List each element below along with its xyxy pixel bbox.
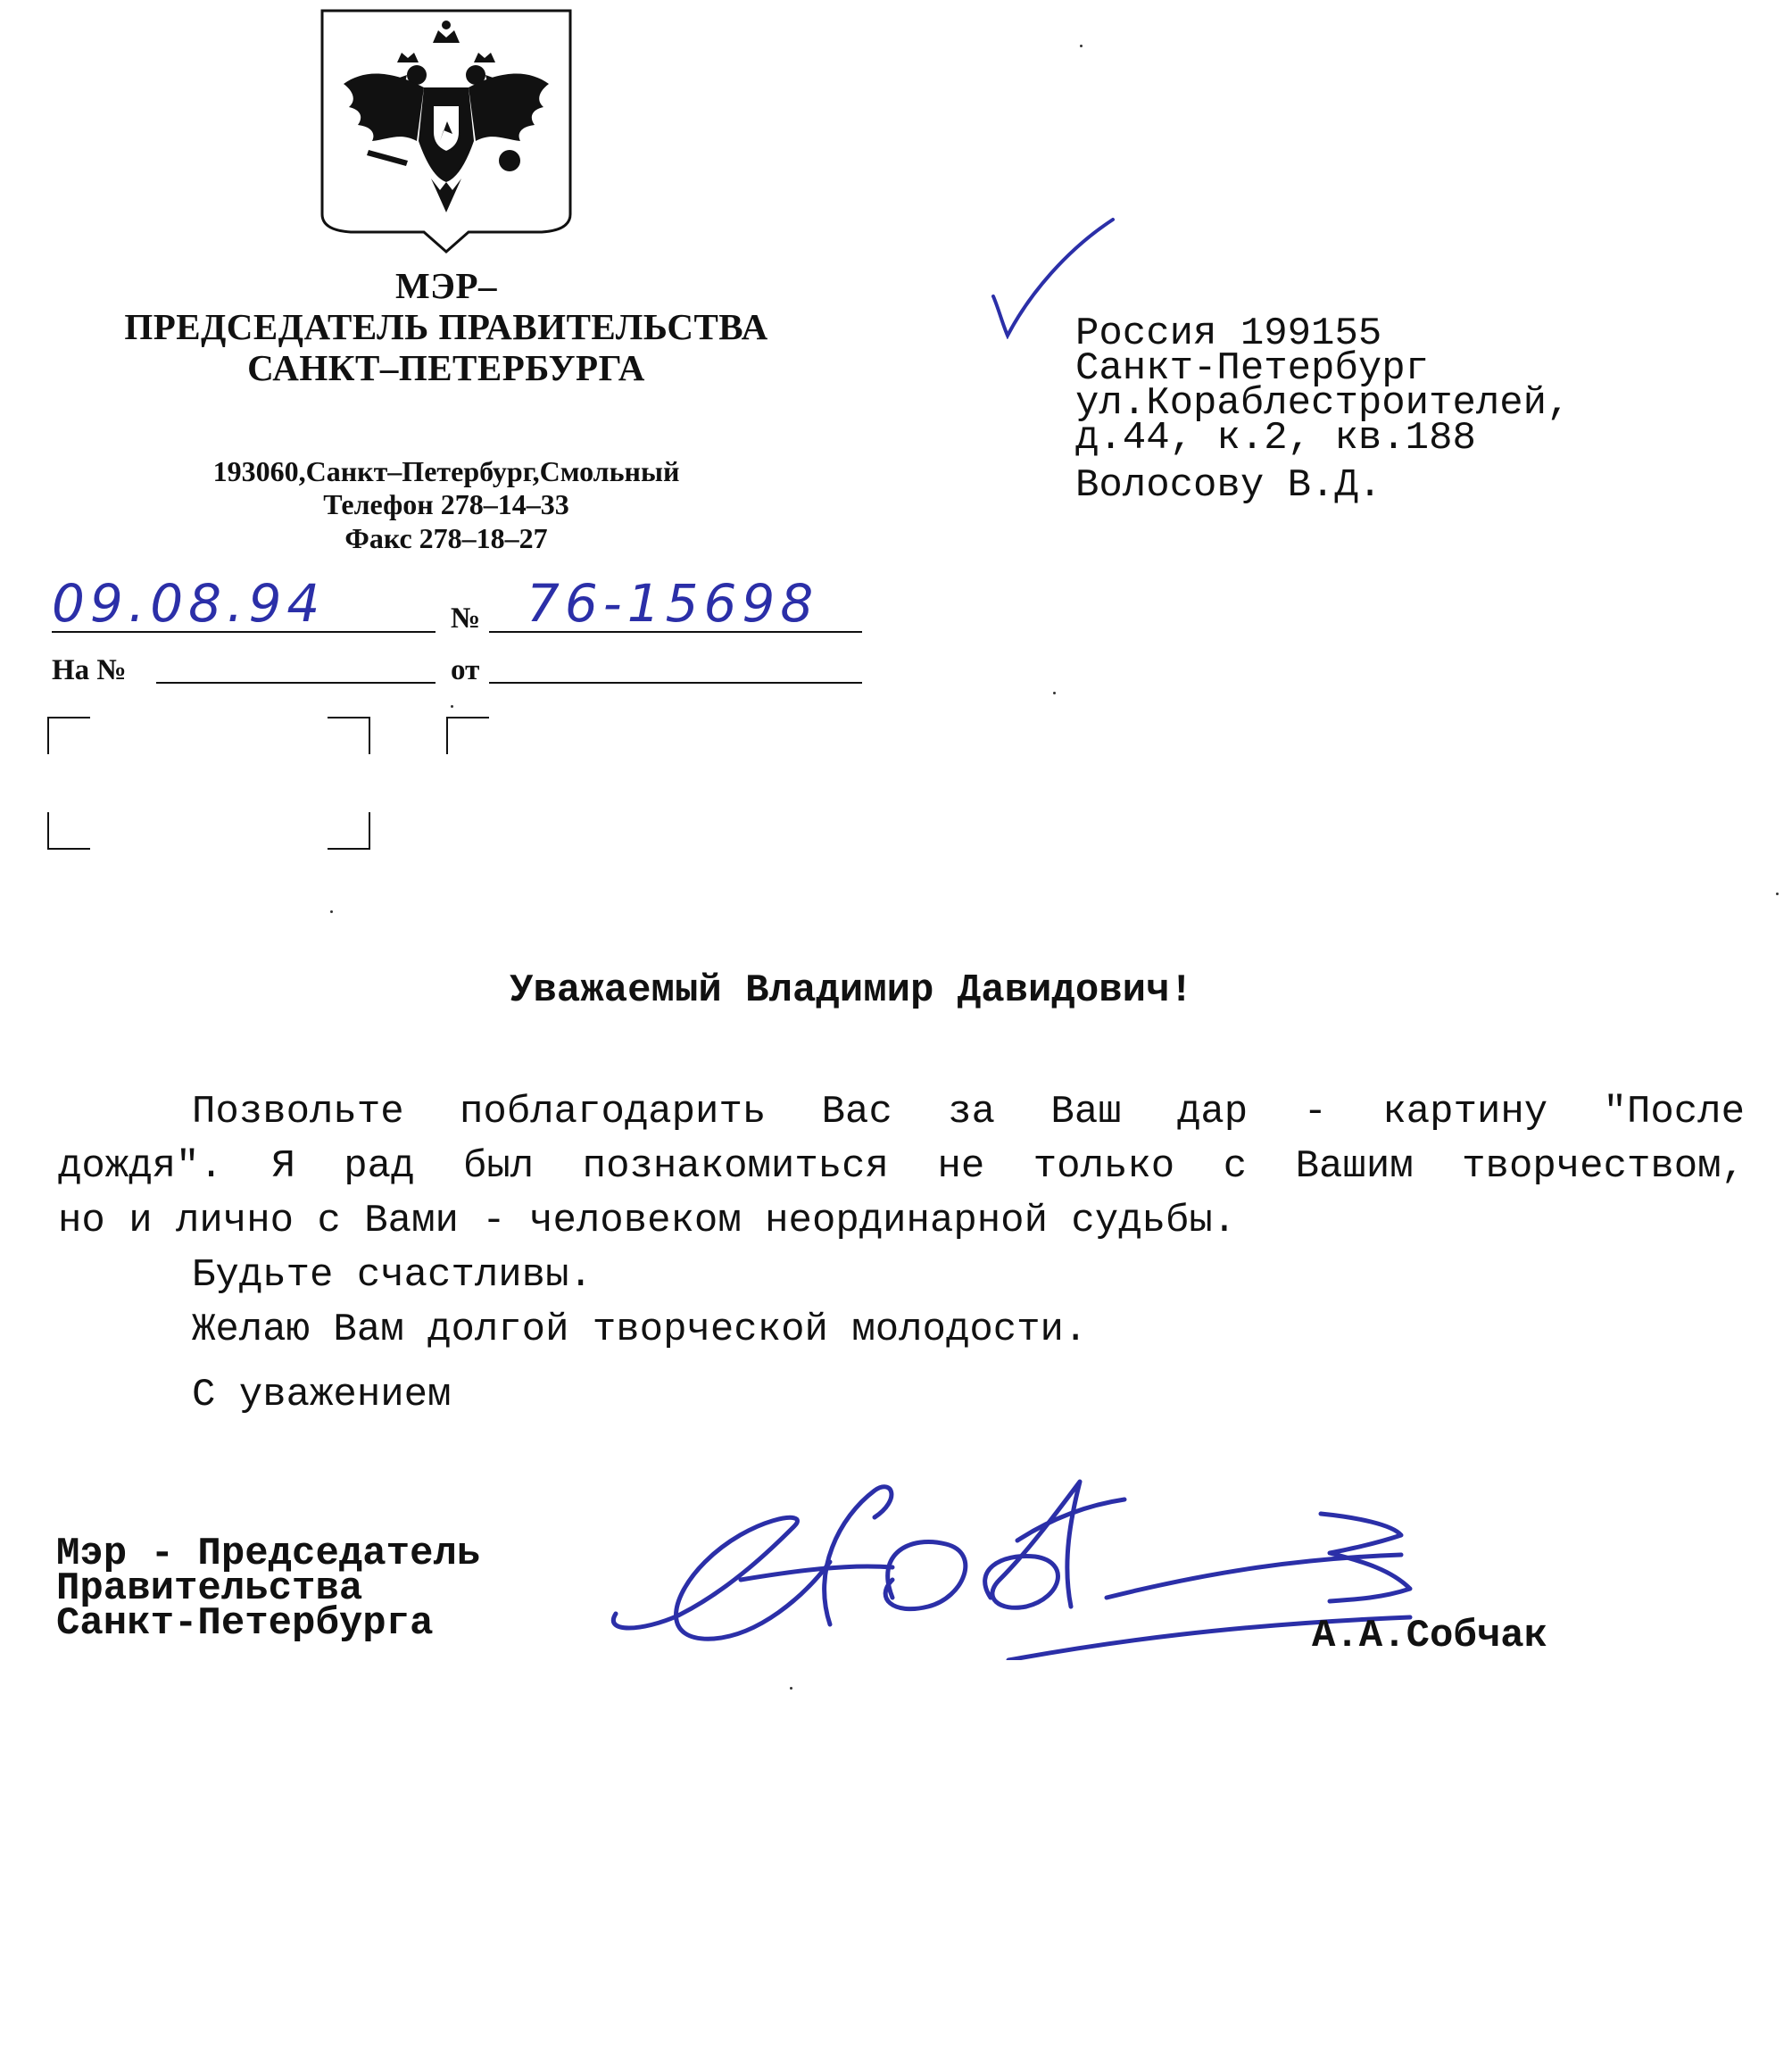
sender-contacts xyxy=(54,455,839,555)
sender-fax: Факс 278–18–27 xyxy=(344,521,548,554)
signatory-title-line-1: Мэр - Председатель xyxy=(56,1532,481,1576)
scan-speck xyxy=(1776,893,1779,895)
signatory-name: А.А.Собчак xyxy=(1312,1614,1548,1658)
address-window-corner xyxy=(47,812,90,850)
signatory-title xyxy=(56,1532,481,1646)
recipient-country: Россия 199155 xyxy=(1075,311,1382,356)
org-line-3: САНКТ–ПЕТЕРБУРГА xyxy=(247,346,645,388)
date-underline xyxy=(52,631,436,633)
scan-speck xyxy=(330,910,333,913)
org-line-1: МЭР– xyxy=(394,265,498,306)
address-window-corner xyxy=(446,717,489,754)
body-paragraph-3: Желаю Вам долгой творческой молодости. xyxy=(192,1308,1088,1352)
paragraph-1-line-2: дождя". Я рад был познакомиться не только с Вашим творчеством, xyxy=(58,1144,1745,1189)
org-line-2: ПРЕДСЕДАТЕЛЬ ПРАВИТЕЛЬСТВА xyxy=(124,305,768,347)
recipient-address xyxy=(1075,311,1571,508)
address-window-corner xyxy=(328,717,370,754)
handwritten-date: 09.08.94 xyxy=(52,573,326,634)
ref-from-label: от xyxy=(451,654,480,686)
closing-phrase: С уважением xyxy=(192,1373,452,1417)
scan-speck xyxy=(790,1687,792,1690)
recipient-city: Санкт-Петербург xyxy=(1075,346,1430,391)
body-paragraph-2: Будьте счастливы. xyxy=(192,1253,593,1298)
body-paragraph-1 xyxy=(58,1085,1745,1249)
scan-speck xyxy=(1080,45,1083,47)
organization-title xyxy=(54,266,839,389)
recipient-building: д.44, к.2, кв.188 xyxy=(1075,416,1476,461)
paragraph-1-line-1: Позвольте поблагодарить Вас за Ваш дар - картину "После xyxy=(192,1090,1745,1134)
sender-address: 193060,Санкт–Петербург,Смольный xyxy=(212,455,680,487)
address-window-corner xyxy=(47,717,90,754)
salutation: Уважаемый Владимир Давидович! xyxy=(510,968,1193,1013)
number-underline xyxy=(489,631,862,633)
handwritten-number: 76-15698 xyxy=(527,573,819,634)
recipient-name: Волосову В.Д. xyxy=(1075,463,1382,508)
scan-speck xyxy=(451,705,453,708)
sender-phone: Телефон 278–14–33 xyxy=(323,488,569,521)
address-window-corner xyxy=(328,812,370,850)
recipient-street: ул.Кораблестроителей, xyxy=(1075,381,1571,426)
ref-from-underline xyxy=(489,682,862,684)
paragraph-1-line-3: но и лично с Вами - человеком неординарной судьбы. xyxy=(58,1199,1237,1243)
scan-speck xyxy=(1053,692,1056,694)
ref-number-underline xyxy=(156,682,436,684)
number-label: № xyxy=(451,602,481,635)
ref-number-label: На № xyxy=(52,654,127,686)
signatory-title-line-2: Правительства xyxy=(56,1566,363,1611)
coat-of-arms-icon xyxy=(319,7,574,253)
signatory-title-line-3: Санкт-Петербурга xyxy=(56,1601,434,1646)
